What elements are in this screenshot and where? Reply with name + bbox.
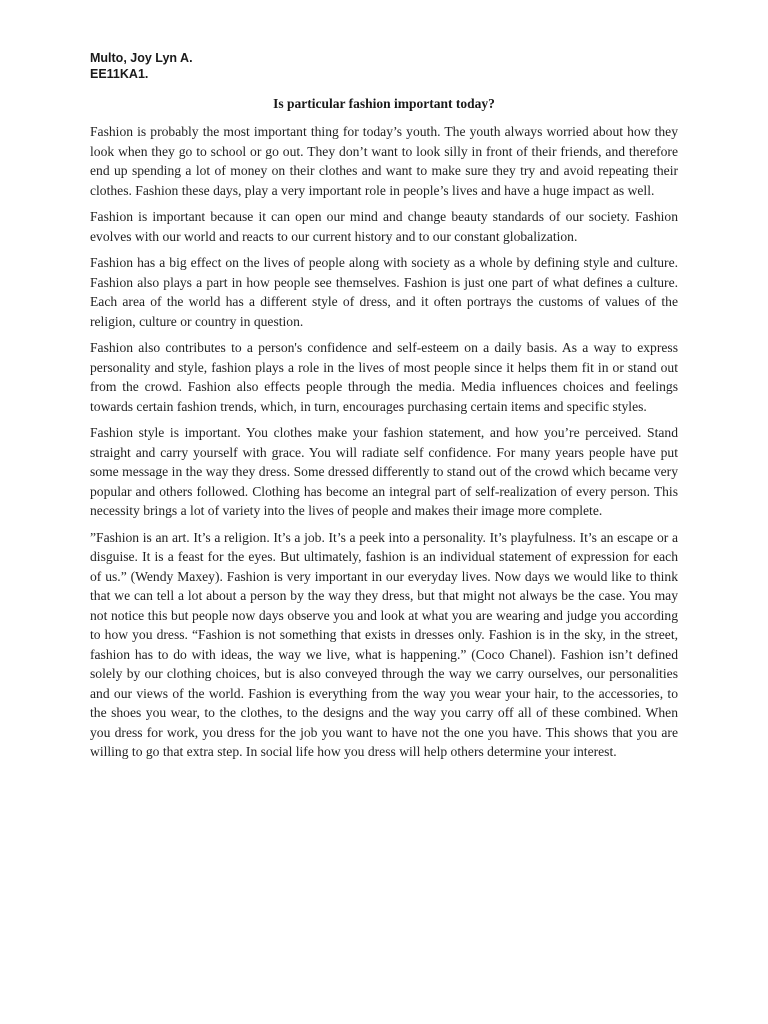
paragraph: Fashion style is important. You clothes make your fashion statement, and how you’re perceived. Stand straight and carry yourself with grace. You will radiate self confidence. For many years people have put some message in the way they dress. Some dressed differently to stand out of the crowd which became very popular and others followed. Clothing has become an integral part of self-realization of every person. This necessity brings a lot of variety into the lives of people and makes their image more complete. — [90, 425, 678, 518]
document-title: Is particular fashion important today? — [273, 96, 495, 111]
paragraph: Fashion has a big effect on the lives of people along with society as a whole by defining style and culture. Fashion also plays a part in how people see themselves. Fashion is just one part of what defines a culture. Each area of the world has a different style of dress, and it often portrays the customs of values of the religion, culture or country in question. — [90, 255, 678, 329]
document-body — [90, 122, 678, 769]
paragraph: Fashion is probably the most important thing for today’s youth. The youth always worried about how they look when they go to school or go out. They don’t want to look silly in front of their friends, and therefore end up spending a lot of money on their clothes and want to make sure they try and avoid repeating their clothes. Fashion these days, play a very important role in people’s lives and have a huge impact as well. — [90, 124, 678, 198]
author-block — [90, 50, 193, 82]
section-code: EE11KA1. — [90, 67, 149, 81]
paragraph: ”Fashion is an art. It’s a religion. It’s a job. It’s a peek into a personality. It’s playfulness. It’s an escape or a disguise. It is a feast for the eyes. But ultimately, fashion is an individual statement of expression for each of us.” (Wendy Maxey). Fashion is very important in our everyday lives. Now days we would like to think that we can tell a lot about a person by the way they dress, but that might not always be the case. You may not notice this but people now days observe you and look at what you are wearing and judge you according to how you dress. “Fashion is not something that exists in dresses only. Fashion is in the sky, in the street, fashion has to do with ideas, the way we live, what is happening.” (Coco Chanel). Fashion isn’t defined solely by our clothing choices, but is also conveyed through the way we carry ourselves, our personalities and our views of the world. Fashion is everything from the way you wear your hair, to the accessories, to the shoes you wear, to the clothes, to the designs and the way you carry off all of these combined. When you dress for work, you dress for the job you want to have not the one you have. This shows that you are willing to go that extra step. In social life how you dress will help others determine your interest. — [90, 529, 678, 759]
paragraph: Fashion also contributes to a person's confidence and self-esteem on a daily basis. As a way to express personality and style, fashion plays a role in the lives of most people since it helps them fit in or stand out from the crowd. Fashion also effects people through the media. Media influences choices and feelings towards certain fashion trends, which, in turn, encourages purchasing certain items and specific styles. — [90, 340, 678, 414]
paragraph: Fashion is important because it can open our mind and change beauty standards of our society. Fashion evolves with our world and reacts to our current history and to our constant globalization. — [90, 209, 678, 244]
author-name: Multo, Joy Lyn A. — [90, 51, 193, 65]
